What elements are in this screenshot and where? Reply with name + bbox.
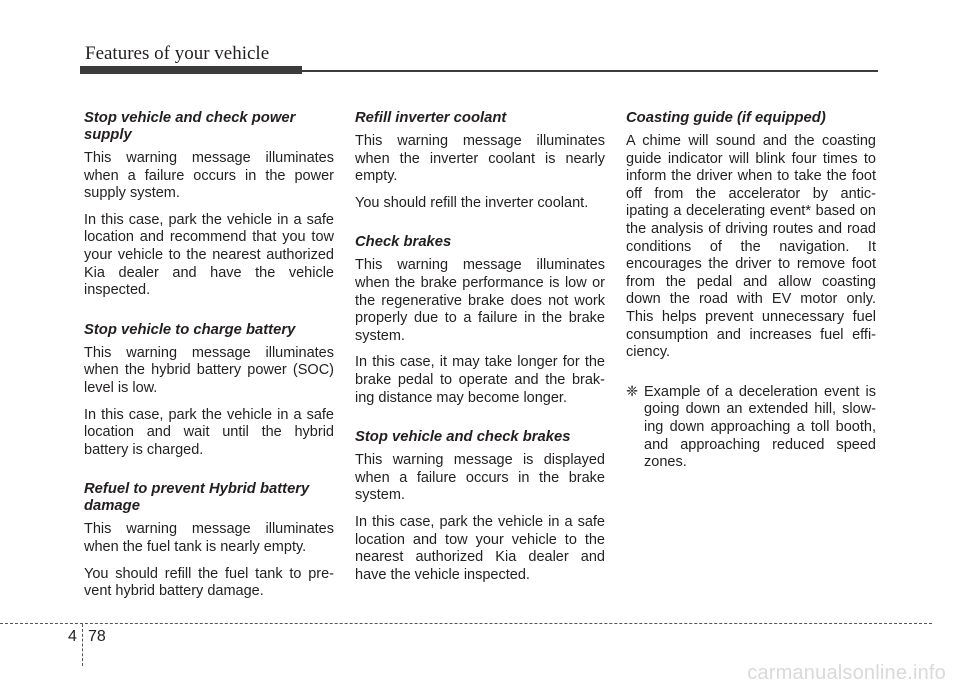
section-title: Stop vehicle to charge battery	[84, 321, 296, 338]
section-refill-coolant	[355, 110, 605, 212]
section-coasting-guide	[626, 110, 876, 362]
section-title: Stop vehicle and check power supply	[84, 110, 296, 143]
column-1	[84, 110, 334, 623]
header-rule	[300, 70, 878, 72]
section-title: Check brakes	[355, 234, 452, 251]
section-stop-check-power	[84, 110, 334, 300]
section-refuel	[84, 481, 334, 600]
column-2	[355, 110, 605, 606]
page-number: 78	[88, 628, 106, 645]
section-stop-charge-battery	[84, 322, 334, 460]
paragraph: This warning message illuminates when the hybrid battery power (SOC) level is low.	[84, 344, 334, 396]
watermark: carmanualsonline.info	[747, 662, 946, 684]
footnote	[626, 384, 876, 472]
section-title: Stop vehicle and check brakes	[355, 429, 571, 446]
paragraph: This warning message illuminates when the fuel tank is nearly empty.	[84, 521, 334, 555]
paragraph: You should refill the inverter coolant.	[355, 194, 589, 211]
paragraph: In this case, park the vehicle in a safe location and recommend that you tow your vehicle to the nearest authorized Kia dealer and have the vehicle inspected.	[84, 211, 334, 299]
paragraph: In this case, it may take longer for the brake pedal to operate and the brak-ing distance may become longer.	[355, 354, 605, 406]
column-3	[626, 110, 876, 472]
paragraph: In this case, park the vehicle in a safe location and tow your vehicle to the nearest authorized Kia dealer and have the vehicle inspected.	[355, 513, 605, 583]
section-stop-check-brakes	[355, 429, 605, 584]
note-symbol-icon: ❈	[626, 383, 639, 400]
section-title: Coasting guide (if equipped)	[626, 110, 826, 126]
footnote-text: Example of a deceleration event is going down an extended hill, slow-ing down approaching a toll booth, and approaching reduced speed zones.	[644, 383, 876, 471]
page-header-title: Features of your vehicle	[85, 43, 270, 64]
paragraph: A chime will sound and the coasting guide indicator will blink four times to inform the driver when to take the foot off from the accelerator by antic-ipating a decelerating event* based on the analysis of driving routes and road conditions of the navigation. It encourages the driver to remove foot from the pedal and allow coasting down the road with EV motor only. This helps prevent unnecessary fuel consumption and increases fuel effi-ciency.	[626, 133, 876, 361]
footer-dashed-divider	[82, 624, 83, 666]
paragraph: This warning message illuminates when the brake performance is low or the regenerative brake does not work properly due to a failure in the brake system.	[355, 257, 605, 344]
paragraph: This warning message is displayed when a failure occurs in the brake system.	[355, 452, 605, 504]
paragraph: This warning message illuminates when the inverter coolant is nearly empty.	[355, 133, 605, 185]
chapter-number: 4	[68, 628, 77, 645]
footer-dashed-rule	[0, 623, 932, 624]
section-title: Refill inverter coolant	[355, 110, 507, 126]
paragraph: You should refill the fuel tank to pre-vent hybrid battery damage.	[84, 565, 334, 600]
paragraph: In this case, park the vehicle in a safe location and wait until the hybrid battery is charged.	[84, 406, 334, 458]
section-check-brakes	[355, 234, 605, 407]
header-bar	[80, 66, 302, 74]
paragraph: This warning message illuminates when a failure occurs in the power supply system.	[84, 150, 334, 202]
section-title: Refuel to prevent Hybrid battery damage	[84, 481, 310, 515]
